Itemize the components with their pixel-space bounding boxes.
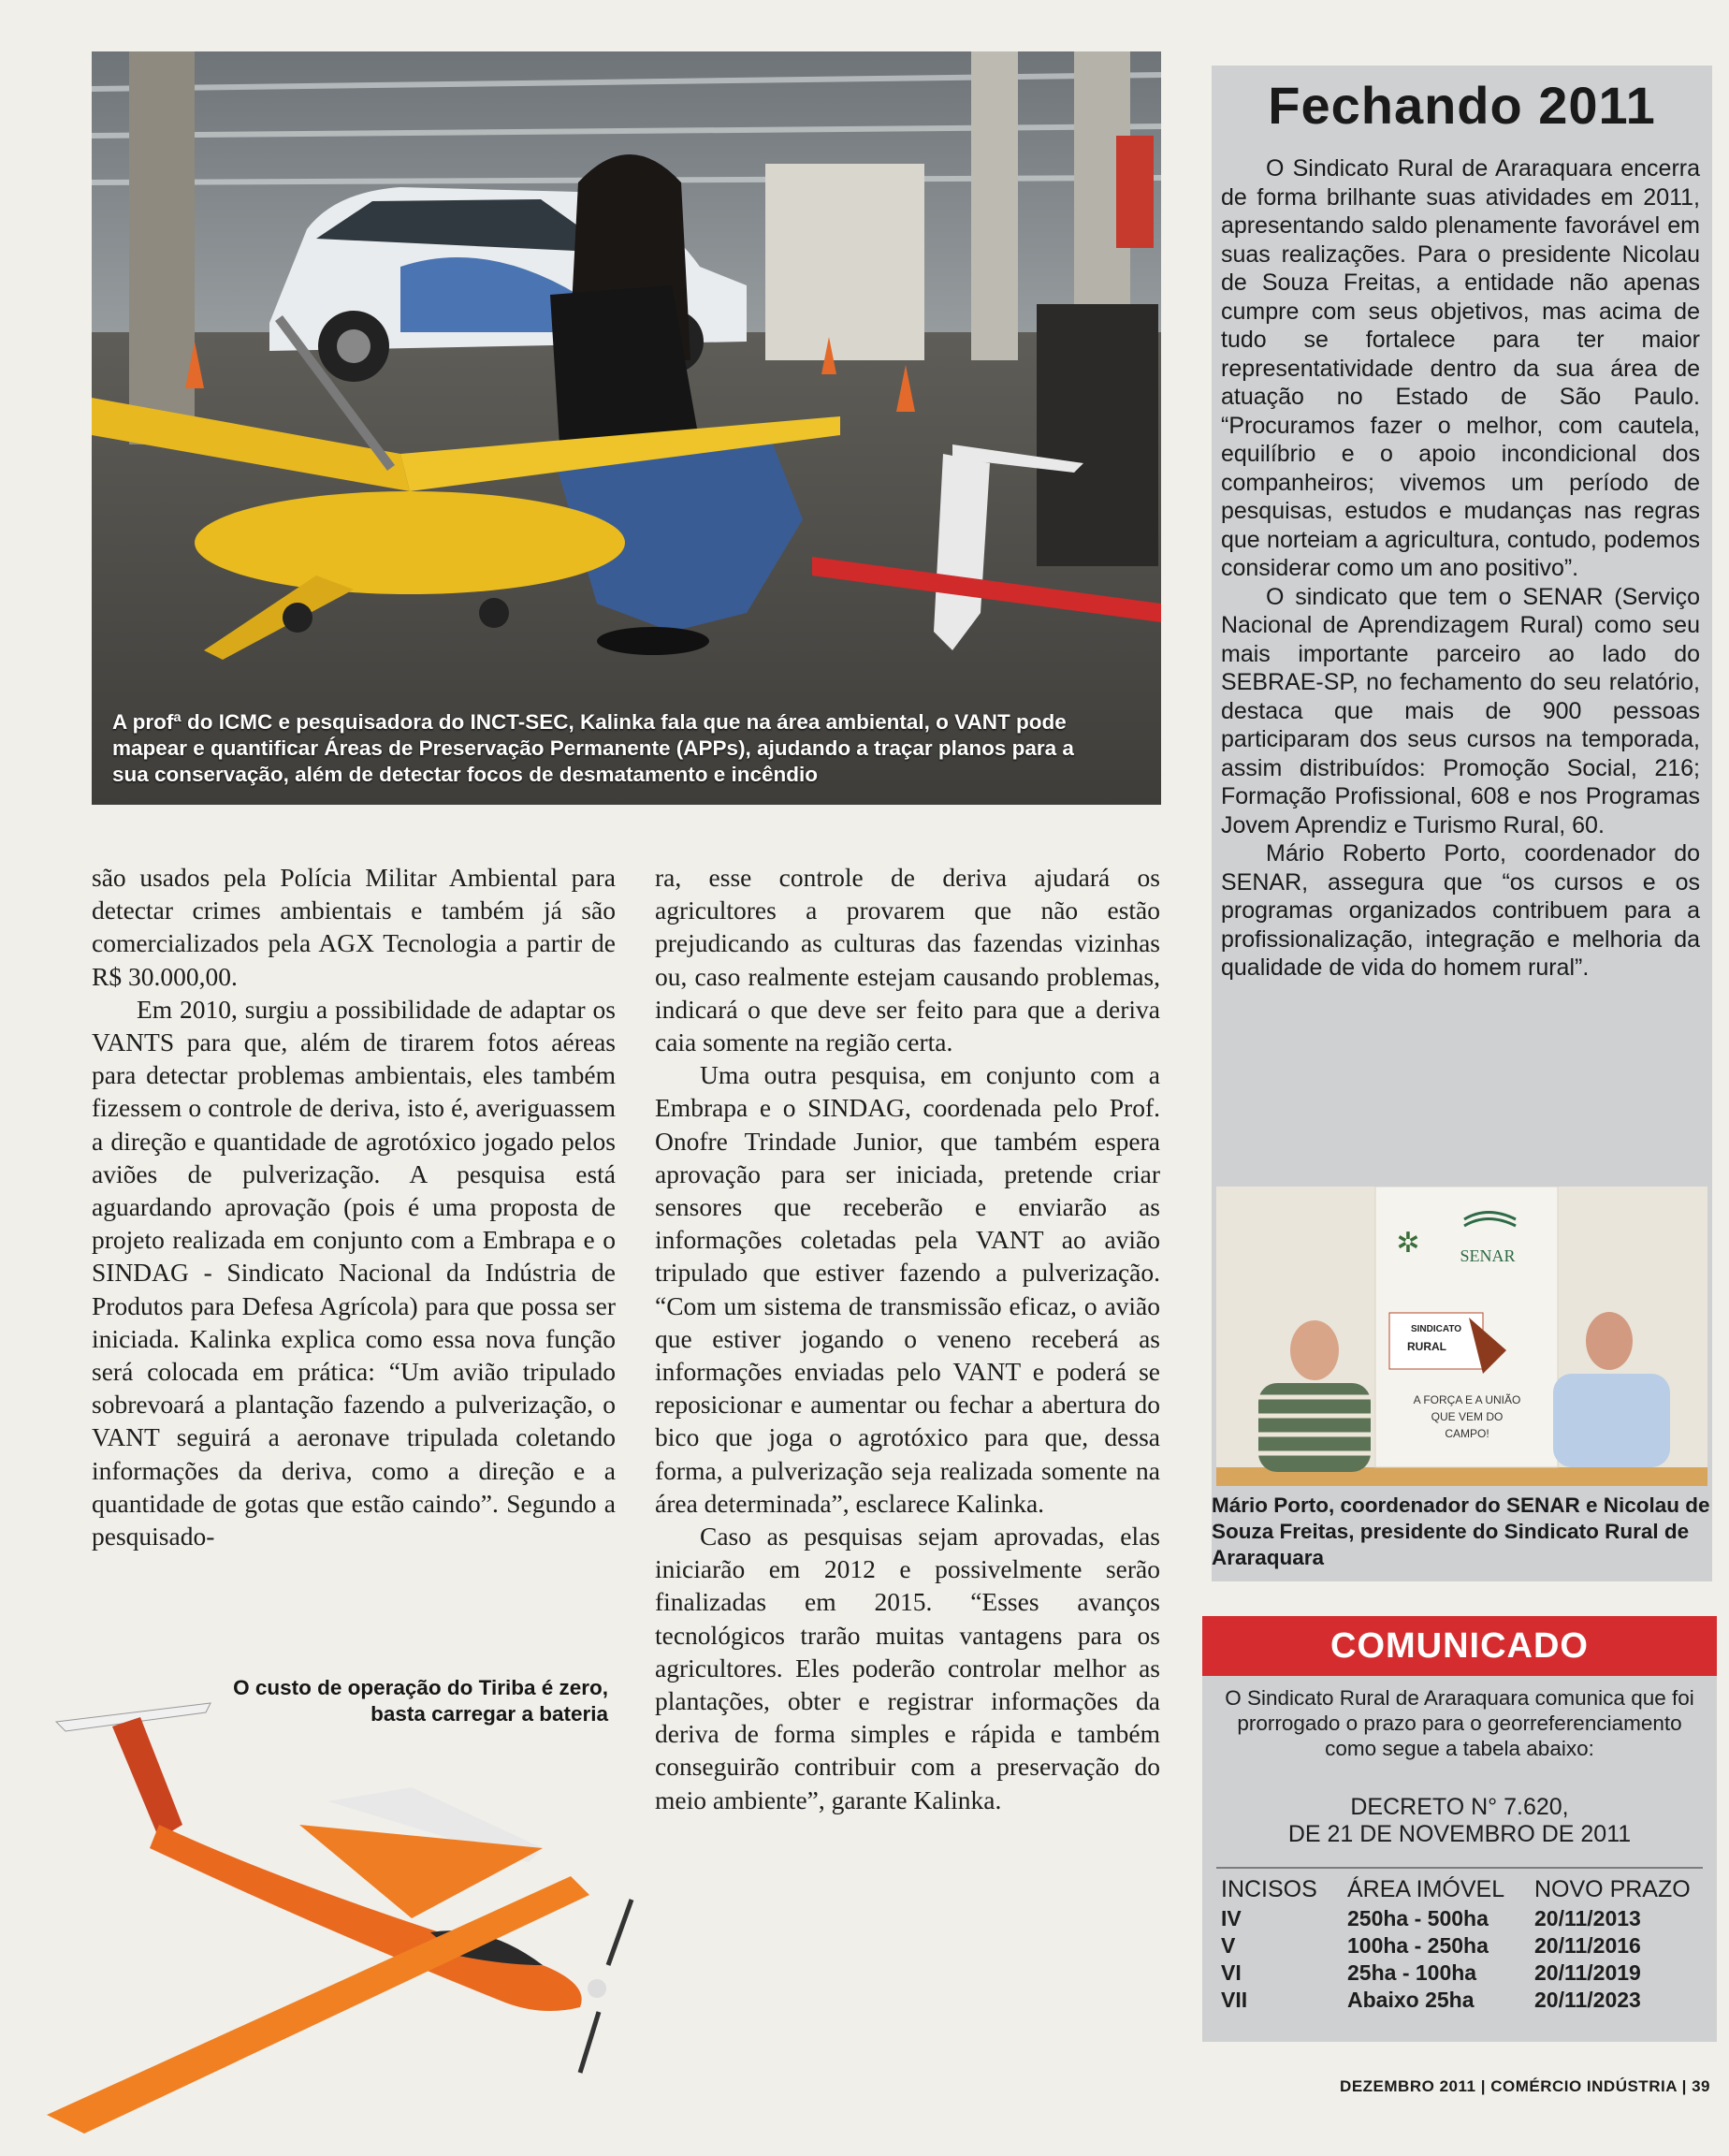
sidebar-fechando-2011 <box>1212 66 1712 1581</box>
photo-caption: A profª do ICMC e pesquisadora do INCT-SEC, Kalinka fala que na área ambiental, o VANT pode mapear e quantificar Áreas de Preservação Permanente (APPs), ajudando a traçar planos para a sua conservação, além de detectar focos de desmatamento e incêndio <box>112 710 1074 786</box>
table-cell: 20/11/2016 <box>1534 1933 1641 1958</box>
table-cell: 20/11/2019 <box>1534 1960 1641 1985</box>
column-header: INCISOS <box>1221 1876 1317 1902</box>
table-cell: 20/11/2023 <box>1534 1988 1641 2012</box>
footer-magazine: COMÉRCIO INDÚSTRIA <box>1490 2077 1678 2095</box>
article-paragraph: são usados pela Polícia Militar Ambiental para detectar crimes ambientais e também já são comercializados pela AGX Tecnologia a partir de R$ 30.000,00. <box>92 863 616 991</box>
page-number: 39 <box>1692 2077 1710 2095</box>
footer-month: DEZEMBRO <box>1340 2077 1435 2095</box>
column-header: ÁREA IMÓVEL <box>1347 1876 1505 1902</box>
table-cell: 20/11/2013 <box>1534 1906 1641 1930</box>
table-cell: Abaixo 25ha <box>1347 1988 1475 2012</box>
article-column-1 <box>92 861 616 1552</box>
article-paragraph: Caso as pesquisas sejam aprovadas, elas iniciarão em 2012 e possivelmente serão finalizadas em 2015. “Esses avanços tecnológicos trarão muitas vantagens para os agricultores. Eles poderão controlar melhor as plantações, obter e registrar informações da deriva de forma simples e rápida e também conseguirão contribuir com a preservação do meio ambiente”, garante Kalinka. <box>655 1522 1160 1814</box>
main-photo <box>92 51 1161 805</box>
table-row <box>1221 1906 1707 1933</box>
article-paragraph: Uma outra pesquisa, em conjunto com a Embrapa e o SINDAG, coordenada pelo Prof. Onofre Trindade Junior, que também espera aprovação para ser iniciada, pretende criar sensores que receberão e enviarão as informações coletadas pela VANT ao avião tripulado que estiver fazendo a pulverização. “Com um sistema de transmissão eficaz, o avião que estiver jogando o veneno receberá as informações enviadas pelo VANT e poderá se reposicionar e aumentar ou fechar a abertura do bico que joga o agrotóxico para que, dessa forma, a pulverização seja realizada somente na área determinada”, esclarece Kalinka. <box>655 1060 1160 1518</box>
column-header: NOVO PRAZO <box>1534 1876 1691 1902</box>
comunicado-header: COMUNICADO <box>1202 1616 1717 1676</box>
table-cell: V <box>1221 1933 1236 1958</box>
table-header-row <box>1221 1876 1707 1906</box>
table-row <box>1221 1960 1707 1988</box>
plane-caption: O custo de operação do Tiriba é zero, basta carregar a bateria <box>233 1676 608 1726</box>
article-paragraph: Em 2010, surgiu a possibilidade de adaptar os VANTS para que, além de tirarem fotos aéreas para detectar problemas ambientais, eles também fizessem o controle de deriva, isto é, averiguassem a direção e quantidade de agrotóxico jogado pelos aviões de pulverização. A pesquisa está aguardando aprovação (pois é uma proposta de projeto realizada em conjunto com a Embrapa e o SINDAG - Sindicato Nacional da Indústria de Produtos para Defesa Agrícola) para que possa ser iniciada. Kalinka explica como essa nova função será colocada em prática: “Um avião tripulado sobrevoará a plantação fazendo a pulverização, o VANT seguirá a aeronave tripulada coletando informações da deriva, como a direção e a quantidade de gotas que estão caindo”. Segundo a pesquisado- <box>92 994 616 1551</box>
senar-banner-illustration <box>1216 1187 1707 1486</box>
decree-line: DE 21 DE NOVEMBRO DE 2011 <box>1287 1821 1632 1847</box>
svg-text:A FORÇA E A UNIÃO: A FORÇA E A UNIÃO <box>1413 1393 1521 1406</box>
sidebar-title: Fechando 2011 <box>1268 76 1656 135</box>
article-column-2 <box>655 861 1160 1816</box>
senar-photo-caption: Mário Porto, coordenador do SENAR e Nicolau de Souza Freitas, presidente do Sindicato Rural de Araraquara <box>1212 1493 1710 1569</box>
comunicado-box <box>1202 1616 1717 2042</box>
divider <box>1216 1867 1703 1869</box>
svg-text:CAMPO!: CAMPO! <box>1445 1427 1489 1440</box>
comunicado-decree <box>1212 1794 1707 1848</box>
svg-text:✲: ✲ <box>1396 1228 1420 1259</box>
sidebar-paragraph: Mário Roberto Porto, coordenador do SENAR, assegura que “os cursos e os programas organizados contribuem para a profissionalização, integração e melhoria da qualidade de vida do homem rural”. <box>1221 840 1700 981</box>
svg-text:QUE VEM DO: QUE VEM DO <box>1431 1410 1504 1423</box>
table-row <box>1221 1988 1707 2015</box>
tiriba-drone-image <box>19 1684 655 2134</box>
senar-photo <box>1216 1187 1707 1486</box>
deadline-table <box>1221 1876 1707 2015</box>
rural-logo-text: RURAL <box>1407 1340 1446 1353</box>
table-cell: VI <box>1221 1960 1242 1985</box>
table-cell: 25ha - 100ha <box>1347 1960 1477 1985</box>
drone-exhibition-illustration <box>92 51 1161 805</box>
table-cell: 100ha - 250ha <box>1347 1933 1489 1958</box>
footer-year: 2011 <box>1439 2077 1476 2095</box>
table-cell: VII <box>1221 1988 1248 2012</box>
sindicato-logo-text: SINDICATO <box>1410 1324 1462 1334</box>
table-cell: 250ha - 500ha <box>1347 1906 1489 1930</box>
sidebar-paragraph: O Sindicato Rural de Araraquara encerra de forma brilhante suas atividades em 2011, apresentando saldo plenamente favorável em suas realizações. Para o presidente Nicolau de Souza Freitas, a entidade não apenas cumpre com seus objetivos, mas acima de tudo se fortalece para ter maior representatividade dentro da sua área de atuação no Estado de São Paulo. “Procuramos fazer o melhor, com cautela, equilíbrio e o apoio incondicional dos companheiros; vivemos um período de pesquisas, estudos e mudanças nas regras que norteiam a agricultura, contudo, podemos considerar como um ano positivo”. <box>1221 155 1700 581</box>
comunicado-text: O Sindicato Rural de Araraquara comunica que foi prorrogado o prazo para o georreferenciamento como segue a tabela abaixo: <box>1225 1686 1694 1760</box>
table-cell: IV <box>1221 1906 1242 1930</box>
page-footer: DEZEMBRO 2011 | COMÉRCIO INDÚSTRIA | 39 <box>1340 2077 1710 2095</box>
decree-line: DECRETO N° 7.620, <box>1350 1794 1569 1820</box>
sidebar-text <box>1221 154 1700 983</box>
article-paragraph: ra, esse controle de deriva ajudará os agricultores a provarem que não estão prejudicando as culturas das fazendas vizinhas ou, caso realmente estejam causando problemas, indicará o que deve ser feito para que a deriva caia somente na região certa. <box>655 863 1160 1057</box>
sidebar-paragraph: O sindicato que tem o SENAR (Serviço Nacional de Aprendizagem Rural) como seu mais importante parceiro ao lado do SEBRAE-SP, no fechamento do seu relatório, destaca que mais de 900 pessoas participaram dos seus cursos na temporada, assim distribuídos: Promoção Social, 216; Formação Profissional, 608 e nos Programas Jovem Aprendiz e Turismo Rural, 60. <box>1221 583 1700 838</box>
table-row <box>1221 1933 1707 1960</box>
senar-logo-text: SENAR <box>1460 1246 1516 1265</box>
